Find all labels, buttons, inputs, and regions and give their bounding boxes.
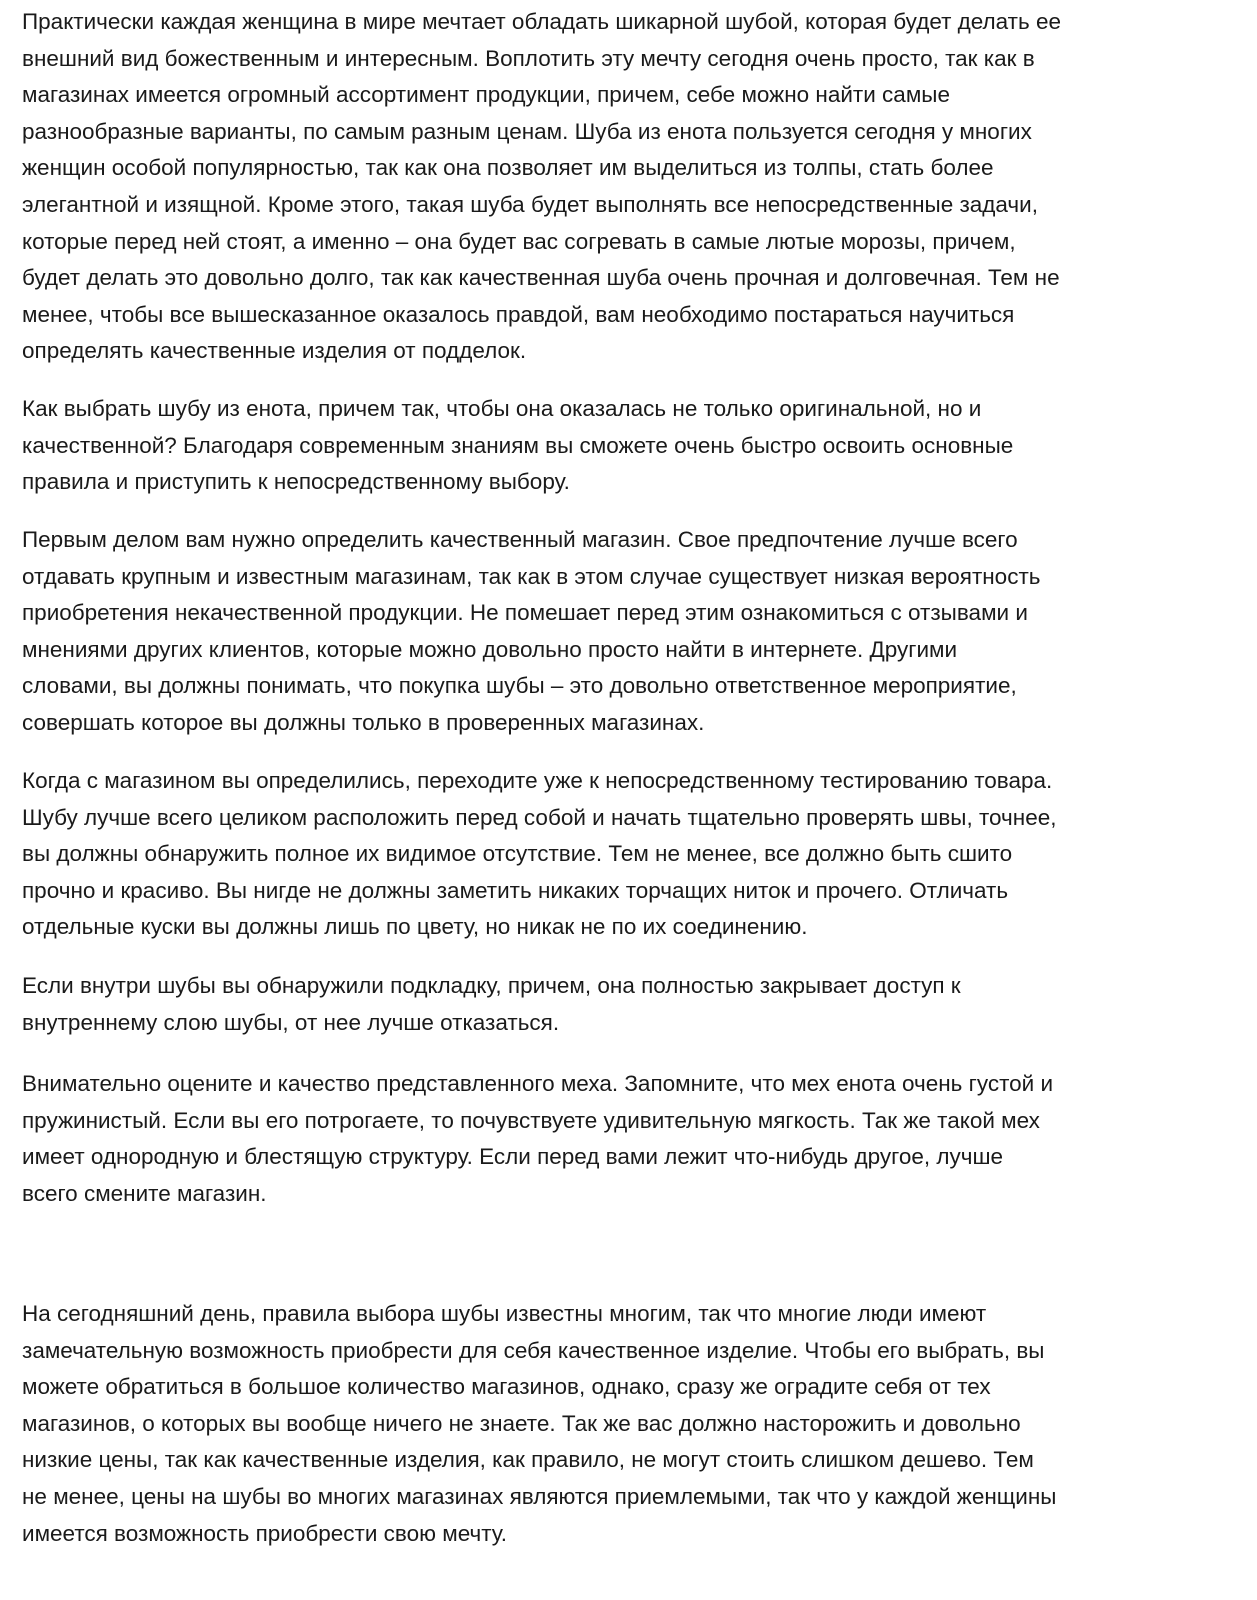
paragraph-fur-quality: Внимательно оцените и качество представленного меха. Запомните, что мех енота очень густой и пружинистый. Если вы его потрогаете, то почувствуете удивительную мягкость. Так же такой мех имеет однородную и блестящую структуру. Если перед вами лежит что-нибудь другое, лучше всего смените магазин. bbox=[22, 1071, 1054, 1206]
paragraph-conclusion: На сегодняшний день, правила выбора шубы известны многим, так что многие люди имеют замечательную возможность приобрести для себя качественное изделие. Чтобы его выбрать, вы можете обратиться в большое количество магазинов, однако, сразу же оградите себя от тех магазинов, о которых вы вообще ничего не знаете. Так же вас должно насторожить и довольно низкие цены, так как качественные изделия, как правило, не могут стоить слишком дешево. Тем не менее, цены на шубы во многих магазинах являются приемлемыми, так что у каждой женщины имеется возможность приобрести свою мечту. bbox=[22, 1301, 1057, 1546]
paragraph-choose-store: Первым делом вам нужно определить качественный магазин. Свое предпочтение лучше всего отдавать крупным и известным магазинам, так как в этом случае существует низкая вероятность приобретения некачественной продукции. Не помешает перед этим ознакомиться с отзывами и мнениями других клиентов, которые можно довольно просто найти в интернете. Другими словами, вы должны понимать, что покупка шубы – это довольно ответственное мероприятие, совершать которое вы должны только в проверенных магазинах. bbox=[22, 527, 1041, 735]
paragraph-lining: Если внутри шубы вы обнаружили подкладку, причем, она полностью закрывает доступ к внутреннему слою шубы, от нее лучше отказаться. bbox=[22, 973, 961, 1035]
paragraph-test-product: Когда с магазином вы определились, переходите уже к непосредственному тестированию товара. Шубу лучше всего целиком расположить перед собой и начать тщательно проверять швы, точнее, вы должны обнаружить полное их видимое отсутствие. Тем не менее, все должно быть сшито прочно и красиво. Вы нигде не должны заметить никаких торчащих ниток и прочего. Отличать отдельные куски вы должны лишь по цвету, но никак не по их соединению. bbox=[22, 768, 1057, 940]
paragraph-intro: Практически каждая женщина в мире мечтает обладать шикарной шубой, которая будет делать ее внешний вид божественным и интересным. Воплотить эту мечту сегодня очень просто, так как в магазинах имеется огромный ассортимент продукции, причем, себе можно найти самые разнообразные варианты, по самым разным ценам. Шуба из енота пользуется сегодня у многих женщин особой популярностью, так как она позволяет им выделиться из толпы, стать более элегантной и изящной. Кроме этого, такая шуба будет выполнять все непосредственные задачи, которые перед ней стоят, а именно – она будет вас согревать в самые лютые морозы, причем, будет делать это довольно долго, так как качественная шуба очень прочная и долговечная. Тем не менее, чтобы все вышесказанное оказалось правдой, вам необходимо постараться научиться определять качественные изделия от подделок. bbox=[22, 9, 1061, 364]
paragraph-how-to-choose: Как выбрать шубу из енота, причем так, чтобы она оказалась не только оригинальной, но и качественной? Благодаря современным знаниям вы сможете очень быстро освоить основные правила и приступить к непосредственному выбору. bbox=[22, 396, 1014, 495]
